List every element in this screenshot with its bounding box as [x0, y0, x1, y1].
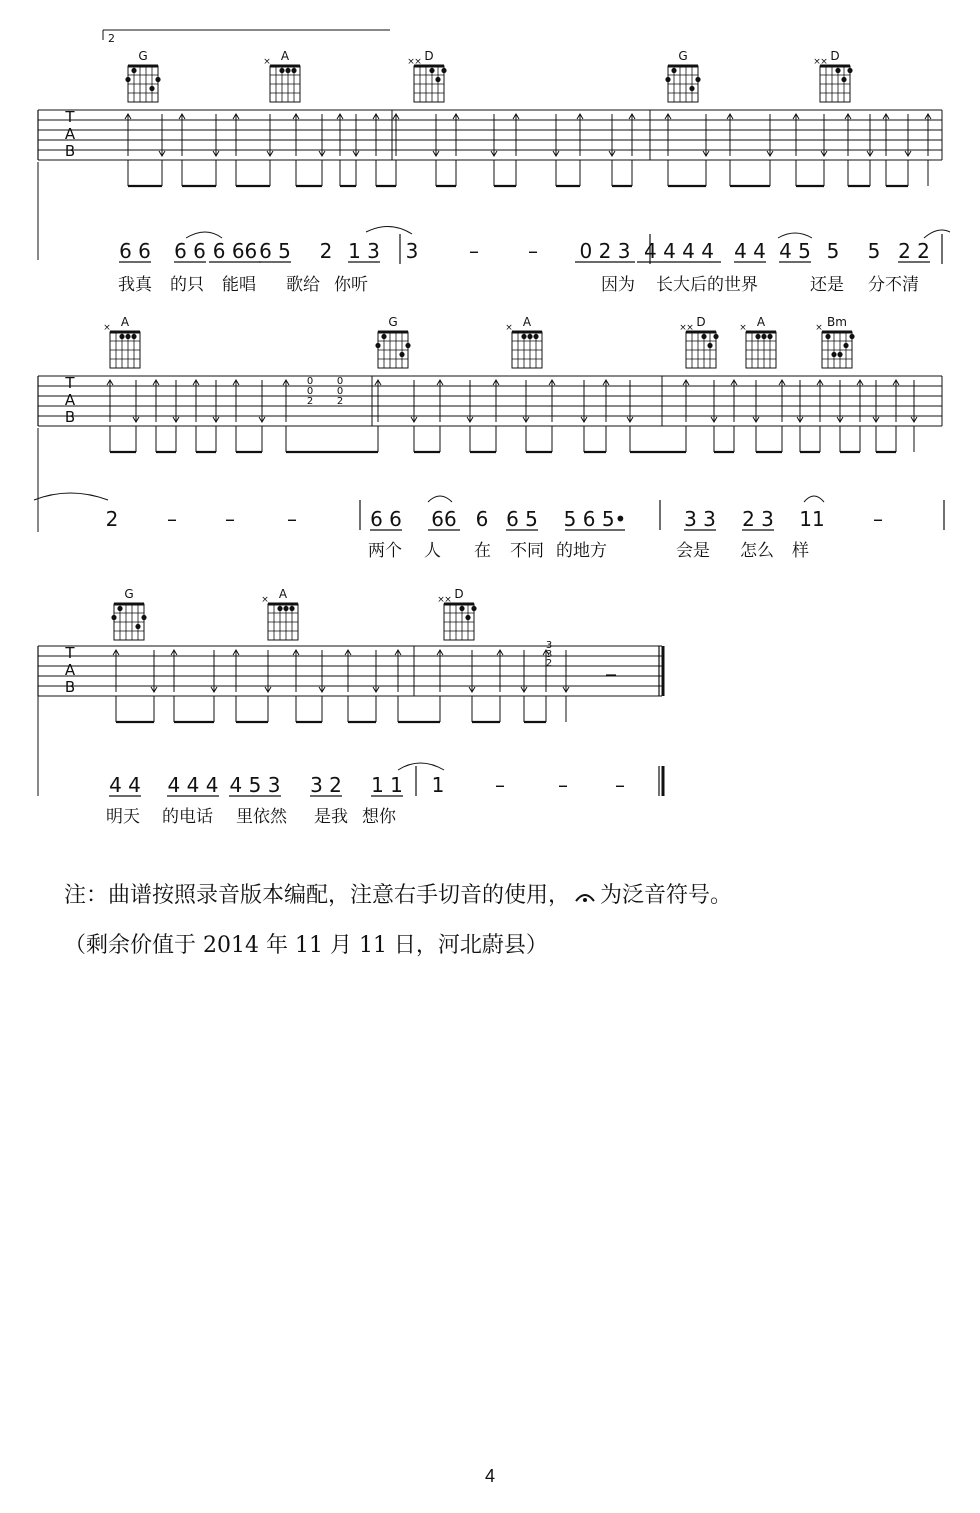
jianpu-group: – — [558, 773, 568, 797]
tab-fret-number: 2 — [545, 658, 553, 669]
tab-clef-letter: T — [65, 108, 75, 126]
chord-diagram — [665, 49, 700, 102]
tab-staff — [38, 644, 662, 722]
lyric-word: 明天 — [106, 807, 140, 827]
svg-text:×: × — [505, 323, 513, 333]
chord-name: A — [280, 49, 290, 63]
chord-name: A — [522, 315, 532, 329]
footnote-text: 注：曲谱按照录音版本编配，注意右手切音的使用， — [64, 883, 571, 908]
jianpu-group: – — [873, 507, 883, 531]
jianpu-group: 2 3 — [742, 507, 774, 531]
tie — [398, 763, 444, 770]
lyric-word: 的地方 — [556, 541, 607, 561]
chord-name: A — [756, 315, 766, 329]
jianpu-group: 66 — [431, 507, 457, 531]
chord-diagram — [125, 49, 160, 102]
lyric-word: 长大后的世界 — [656, 275, 758, 295]
lyric-word: 怎么 — [740, 541, 774, 561]
tab-clef-letter: A — [64, 661, 76, 679]
lyric-word: 会是 — [676, 541, 710, 561]
lyric-word: 的电话 — [162, 807, 213, 827]
chord-name: G — [388, 315, 398, 329]
lyric-word: 我真 — [118, 275, 152, 295]
chord-name: Bm — [827, 315, 847, 329]
tie — [924, 230, 950, 238]
jianpu-group: 3 3 — [684, 507, 716, 531]
jianpu-group: 2 2 — [898, 239, 930, 263]
jianpu-group: 5 — [867, 239, 881, 263]
chord-diagram — [407, 49, 446, 102]
lyric-word: 的只 — [170, 275, 204, 295]
svg-text:×: × — [820, 57, 828, 67]
jianpu-group: – — [615, 773, 625, 797]
svg-text:×: × — [739, 323, 747, 333]
tab-staff — [38, 108, 942, 186]
tab-fret-number: 3 — [545, 649, 553, 660]
tab-clef-letter: T — [65, 644, 75, 662]
tie — [186, 232, 222, 238]
tie — [778, 233, 812, 238]
chord-diagram — [263, 49, 300, 102]
tab-fret-number: 2 — [336, 396, 344, 407]
jianpu-group: 1 — [431, 773, 445, 797]
svg-text:×: × — [679, 323, 687, 333]
tab-fret-number: 0 — [336, 386, 344, 397]
jianpu-group: 1 3 — [348, 239, 380, 263]
tab-fret-number: 3 — [545, 640, 553, 651]
lyric-word: 不同 — [510, 541, 544, 561]
svg-text:×: × — [407, 57, 415, 67]
tab-fret-number: 0 — [306, 386, 314, 397]
jianpu-group: 6 — [475, 507, 489, 531]
lyric-word: 歌给 — [286, 275, 320, 295]
jianpu-group: – — [287, 507, 297, 531]
jianpu-group: 6 6 — [370, 507, 402, 531]
chord-name: D — [696, 315, 706, 329]
tie — [366, 226, 412, 234]
chord-name: D — [424, 49, 434, 63]
chord-name: G — [138, 49, 148, 63]
volta-number: 2 — [108, 32, 115, 45]
tab-fret-number: 0 — [336, 376, 344, 387]
chord-diagram — [815, 315, 854, 368]
footnote-text-end: 为泛音符号。 — [600, 883, 733, 908]
svg-text:×: × — [815, 323, 823, 333]
tie — [34, 493, 108, 500]
chord-diagram — [111, 587, 146, 640]
chord-diagram — [375, 315, 410, 368]
jianpu-group: 4 5 3 — [229, 773, 281, 797]
svg-text:×: × — [437, 595, 445, 605]
svg-text:×: × — [813, 57, 821, 67]
svg-text:×: × — [263, 57, 271, 67]
fermata-icon — [570, 885, 600, 907]
jianpu-group: 4 4 — [109, 773, 141, 797]
svg-text:×: × — [103, 323, 111, 333]
tab-staff — [38, 374, 942, 452]
tab-clef-letter: B — [64, 408, 76, 426]
jianpu-group: 6 6 — [174, 239, 206, 263]
jianpu-group: 0 2 3 — [579, 239, 631, 263]
lyric-word: 样 — [792, 541, 809, 561]
jianpu-group: – — [495, 773, 505, 797]
chord-diagram — [261, 587, 298, 640]
jianpu-group: 2 — [105, 507, 119, 531]
chord-name: A — [120, 315, 130, 329]
jianpu-group: 3 2 — [310, 773, 342, 797]
lyric-word: 你听 — [334, 275, 368, 295]
svg-text:×: × — [686, 323, 694, 333]
tab-clef-letter: T — [65, 374, 75, 392]
footnote-line-2: （剩余价值于 2014 年 11 月 11 日，河北蔚县） — [64, 933, 548, 958]
tab-clef-letter: A — [64, 125, 76, 143]
jianpu-group: 5 — [826, 239, 840, 263]
jianpu-group: 4 5 — [779, 239, 811, 263]
lyric-word: 里依然 — [236, 807, 287, 827]
chord-diagram — [505, 315, 542, 368]
jianpu-group: 6 66 — [212, 239, 258, 263]
jianpu-group: 6 6 — [119, 239, 151, 263]
svg-text:×: × — [261, 595, 269, 605]
jianpu-group: 2 — [319, 239, 333, 263]
jianpu-group: – — [225, 507, 235, 531]
chord-diagram — [813, 49, 852, 102]
tie — [428, 496, 452, 502]
chord-name: A — [278, 587, 288, 601]
chord-name: G — [124, 587, 134, 601]
lyric-word: 能唱 — [222, 275, 256, 295]
lyric-word: 想你 — [362, 807, 396, 827]
tab-clef-letter: B — [64, 142, 76, 160]
chord-name: G — [678, 49, 688, 63]
lyric-word: 分不清 — [868, 275, 919, 295]
tab-clef-letter: A — [64, 391, 76, 409]
lyric-word: 还是 — [810, 275, 844, 295]
jianpu-group: 6 5 — [506, 507, 538, 531]
tab-fret-number: 2 — [306, 396, 314, 407]
jianpu-group: 3 — [405, 239, 419, 263]
chord-diagram — [103, 315, 140, 368]
jianpu-group: 5 6 5• — [563, 507, 627, 531]
lyric-word: 在 — [474, 541, 491, 561]
lyric-word: 是我 — [314, 807, 348, 827]
lyric-word: 人 — [424, 541, 441, 561]
lyric-word: 因为 — [601, 275, 635, 295]
chord-diagram — [437, 587, 476, 640]
jianpu-group: – — [469, 239, 479, 263]
chord-diagram — [679, 315, 718, 368]
chord-diagram — [739, 315, 776, 368]
footnote-line-1 — [64, 878, 732, 909]
tab-clef-letter: B — [64, 678, 76, 696]
page-number: 4 — [484, 1466, 495, 1486]
jianpu-group: 6 5 — [259, 239, 291, 263]
jianpu-group: 1 1 — [371, 773, 403, 797]
chord-name: D — [454, 587, 464, 601]
svg-text:×: × — [414, 57, 422, 67]
jianpu-group: 11 — [799, 507, 825, 531]
jianpu-group: – — [528, 239, 538, 263]
chord-name: D — [830, 49, 840, 63]
svg-text:×: × — [444, 595, 452, 605]
jianpu-group: 4 4 — [734, 239, 766, 263]
tab-fret-number: 0 — [306, 376, 314, 387]
jianpu-group: 4 4 4 — [167, 773, 219, 797]
lyric-word: 两个 — [368, 541, 402, 561]
tie — [804, 496, 824, 502]
jianpu-group: 4 4 4 4 — [644, 239, 714, 263]
jianpu-group: – — [167, 507, 177, 531]
